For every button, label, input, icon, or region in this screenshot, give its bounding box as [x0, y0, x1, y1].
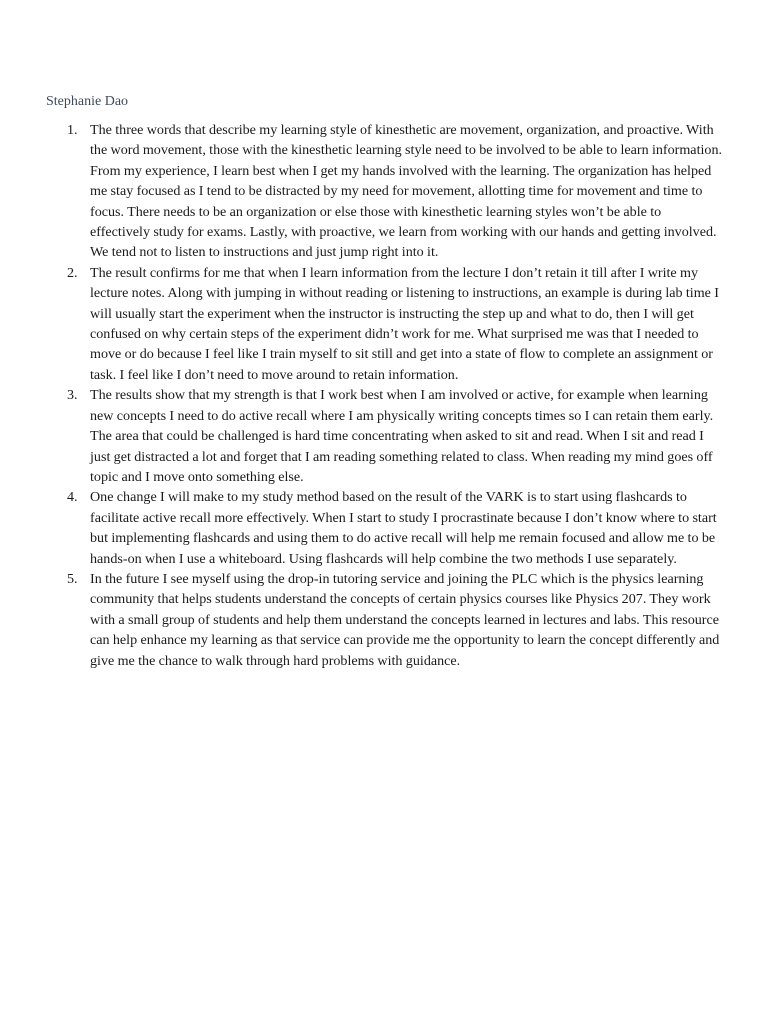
- list-item-text: The three words that describe my learning style of kinesthetic are movement, organization, and proactive. With the word movement, those with the kinesthetic learning style need to be involved to be able to learn information. From my experience, I learn best when I get my hands involved with the learning. The organization has helped me stay focused as I tend to be distracted by my need for movement, allotting time for movement and time to focus. There needs to be an organization or else those with kinesthetic learning styles won’t be able to effectively study for exams. Lastly, with proactive, we learn from working with our hands and getting involved. We tend not to listen to instructions and just jump right into it.: [90, 122, 723, 261]
- list-item-text: In the future I see myself using the drop-in tutoring service and joining the PLC which is the physics learning community that helps students understand the concepts of certain physics courses like Physics 207. They work with a small group of students and help them understand the concepts learned in lectures and labs. This resource can help enhance my learning as that service can provide me the opportunity to learn the concept differently and give me the chance to walk through hard problems with guidance.: [90, 570, 720, 669]
- list-item-number: 1.: [67, 122, 78, 138]
- list-item-number: 3.: [67, 387, 78, 404]
- list-item: [67, 487, 723, 569]
- list-item-text: One change I will make to my study method based on the result of the VARK is to start using flashcards to facilitate active recall more effectively. When I start to study I procrastinate because I don’t know where to start but implementing flashcards and using them to do active recall will help me remain focused and allow me to be hands-on when I use a whiteboard. Using flashcards will help combine the two methods I use separately.: [90, 489, 717, 567]
- list-item-number: 4.: [67, 489, 78, 506]
- list-item: [67, 263, 723, 385]
- list-item-number: 5.: [67, 570, 78, 587]
- list-item-text: The result confirms for me that when I learn information from the lecture I don’t retain it till after I write my lecture notes. Along with jumping in without reading or listening to instructions, an example is during lab time I will usually start the experiment when the instructor is instructing the step up and what to do, then I will get confused on why certain steps of the experiment didn’t work for me. What surprised me was that I needed to move or do because I feel like I train myself to sit still and get into a state of flow to complete an assignment or task. I feel like I don’t need to move around to retain information.: [90, 264, 719, 383]
- list-item-text: The results show that my strength is that I work best when I am involved or active, for example when learning new concepts I need to do active recall where I am physically writing concepts times so I can retain them early. The area that could be challenged is hard time concentrating when asked to sit and read. When I sit and read I just get distracted a lot and forget that I am reading something related to class. When reading my mind goes off topic and I move onto something else.: [90, 387, 714, 485]
- list-item: [67, 120, 723, 263]
- list-item: [67, 385, 723, 487]
- list-item: [67, 569, 723, 671]
- author-name: Stephanie Dao: [46, 94, 129, 109]
- numbered-list: [67, 120, 723, 671]
- list-item-number: 2.: [67, 264, 78, 281]
